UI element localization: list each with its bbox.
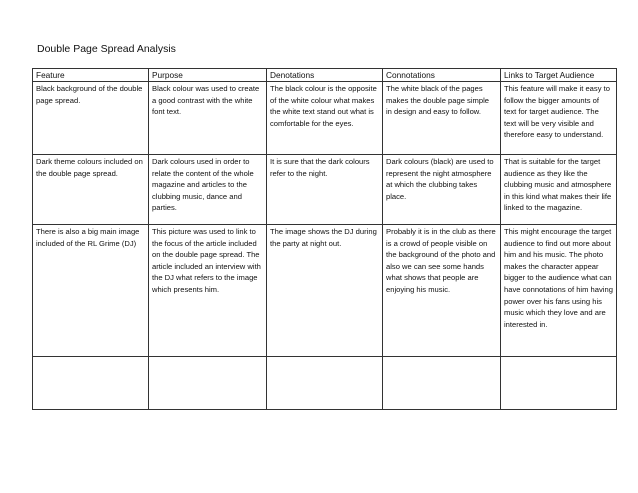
cell-purpose: Black colour was used to create a good contrast with the white font text. [149, 82, 267, 155]
header-feature: Feature [33, 69, 149, 82]
cell-feature [33, 357, 149, 410]
cell-connotations [383, 357, 501, 410]
header-connotations: Connotations [383, 69, 501, 82]
table-row [33, 155, 617, 225]
cell-denotations: The black colour is the opposite of the white colour what makes the white text stand out what is comfortable for the eyes. [267, 82, 383, 155]
cell-links-to-target-audience: That is suitable for the target audience as they like the clubbing music and atmosphere in this kind what makes their life linked to the magazine. [501, 155, 617, 225]
analysis-table [32, 68, 617, 410]
document-title: Double Page Spread Analysis [37, 43, 176, 55]
cell-feature: There is also a big main image included of the RL Grime (DJ) [33, 225, 149, 357]
table-row-empty [33, 357, 617, 410]
table-row [33, 225, 617, 357]
cell-feature: Dark theme colours included on the double page spread. [33, 155, 149, 225]
header-links-to-target-audience: Links to Target Audience [501, 69, 617, 82]
cell-links-to-target-audience [501, 357, 617, 410]
cell-denotations: It is sure that the dark colours refer to the night. [267, 155, 383, 225]
header-purpose: Purpose [149, 69, 267, 82]
cell-links-to-target-audience: This feature will make it easy to follow the bigger amounts of text for target audience. The text will be very visible and therefore easy to understand. [501, 82, 617, 155]
table-row [33, 82, 617, 155]
cell-connotations: Dark colours (black) are used to represent the night atmosphere at which the clubbing takes place. [383, 155, 501, 225]
cell-connotations: Probably it is in the club as there is a crowd of people visible on the background of the photo and also we can see some hands what shows that people are enjoying his music. [383, 225, 501, 357]
cell-purpose: Dark colours used in order to relate the content of the whole magazine and articles to the clubbing music, dance and parties. [149, 155, 267, 225]
cell-denotations: The image shows the DJ during the party at night out. [267, 225, 383, 357]
cell-links-to-target-audience: This might encourage the target audience to find out more about him and his music. The photo makes the character appear bigger to the audience what can have connotations of him having power over his fans using his music which they love and are interested in. [501, 225, 617, 357]
cell-purpose [149, 357, 267, 410]
cell-feature: Black background of the double page spread. [33, 82, 149, 155]
cell-connotations: The white black of the pages makes the double page simple in design and easy to follow. [383, 82, 501, 155]
header-row [33, 69, 617, 82]
header-denotations: Denotations [267, 69, 383, 82]
cell-purpose: This picture was used to link to the focus of the article included on the double page spread. The article included an interview with the DJ what refers to the image which presents him. [149, 225, 267, 357]
cell-denotations [267, 357, 383, 410]
